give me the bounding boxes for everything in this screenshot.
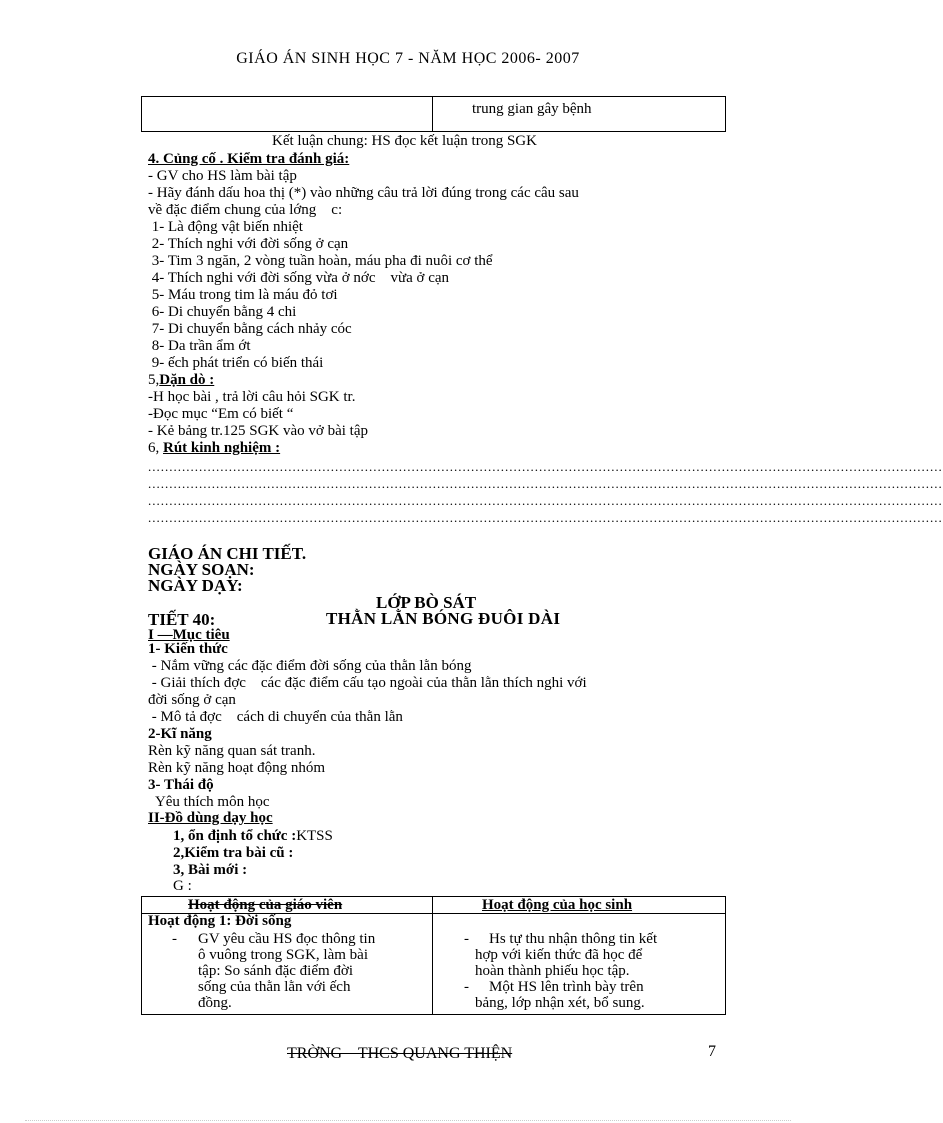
- teacher-line: sống của thằn lằn với ếch: [198, 979, 351, 995]
- lesson-topic: THẰN LẰN BÓNG ĐUÔI DÀI: [326, 609, 561, 628]
- teacher-line: tập: So sánh đặc điểm đời: [198, 963, 353, 979]
- bullet-marker: -: [464, 979, 469, 995]
- page-bottom-border: [25, 1120, 791, 1121]
- section6-heading: [148, 440, 280, 457]
- bullet-marker: -: [172, 931, 177, 947]
- section6-prefix: 6,: [148, 440, 160, 456]
- student-line: hợp với kiến thức đã học để: [475, 947, 643, 963]
- g-line: G :: [173, 878, 192, 894]
- col-header-student: Hoạt động của học sinh: [482, 897, 633, 913]
- knowledge-line: - Giải thích đợc các đặc điểm cấu tạo ngoài của thằn lằn thích nghi với: [148, 675, 587, 691]
- teacher-line: đồng.: [198, 995, 232, 1011]
- attitude-line: Yêu thích môn học: [148, 794, 270, 810]
- lesson-prep-date: NGÀY SOẠN:: [148, 560, 255, 579]
- table-divider: [432, 97, 433, 131]
- dotted-line: ...........................................................................................................................................................................................: [148, 476, 943, 491]
- section6-title: Rút kinh nghiệm :: [163, 440, 281, 456]
- activity-title: Hoạt động 1: Đời sống: [148, 913, 292, 929]
- bullet-marker: -: [464, 931, 469, 947]
- student-line: Một HS lên trình bày trên: [489, 979, 644, 995]
- section4-line: - Hãy đánh dấu hoa thị (*) vào những câu trả lời đúng trong các câu sau: [148, 185, 579, 201]
- student-line: bảng, lớp nhận xét, bổ sung.: [475, 995, 645, 1011]
- section4-item: 1- Là động vật biến nhiệt: [148, 219, 303, 235]
- continued-table: [141, 96, 726, 132]
- dotted-line: ...........................................................................................................................................................................................: [148, 510, 943, 525]
- table-cell-right: trung gian gây bệnh: [472, 101, 592, 117]
- section4-line: về đặc điểm chung của lớng c:: [148, 202, 343, 218]
- section4-item: 7- Di chuyển bằng cách nhảy cóc: [148, 321, 352, 337]
- skills-line: Rèn kỹ năng quan sát tranh.: [148, 743, 316, 759]
- section5-line: -Đọc mục “Em có biết “: [148, 406, 294, 422]
- section5-title: Dặn dò :: [159, 372, 215, 388]
- table-divider: [432, 897, 433, 1014]
- skills-line: Rèn kỹ năng hoạt động nhóm: [148, 760, 326, 776]
- section4-item: 8- Da trần ẩm ớt: [148, 338, 251, 354]
- section4-item: 4- Thích nghi với đời sống vừa ở nớc vừa ở cạn: [148, 270, 450, 286]
- attitude-heading: 3- Thái độ: [148, 777, 214, 793]
- teacher-line: ô vuông trong SGK, làm bài: [198, 947, 368, 963]
- section4-title: 4. Củng cố . Kiểm tra đánh giá:: [148, 151, 350, 167]
- page-number: 7: [708, 1043, 716, 1060]
- objectives-heading: I —Mục tiêu: [148, 627, 230, 643]
- step-new-lesson: 3, Bài mới :: [173, 862, 248, 878]
- section4-item: 3- Tim 3 ngăn, 2 vòng tuần hoàn, máu pha đi nuôi cơ thể: [148, 253, 493, 269]
- section5-line: -H học bài , trả lời câu hỏi SGK tr.: [148, 389, 356, 405]
- step-value: KTSS: [296, 828, 333, 844]
- conclusion-text: Kết luận chung: HS đọc kết luận trong SGK: [272, 133, 537, 149]
- class-title: LỚP BÒ SÁT: [376, 593, 477, 612]
- col-header-teacher: Hoạt động của giáo viên: [188, 897, 343, 913]
- section4-item: 9- ếch phát triển có biến thái: [148, 355, 324, 371]
- section4-line: - GV cho HS làm bài tập: [148, 168, 297, 184]
- dotted-line: ...........................................................................................................................................................................................: [148, 493, 943, 508]
- step-label: 1, ổn định tổ chức :: [173, 828, 297, 844]
- teacher-line: GV yêu cầu HS đọc thông tin: [198, 931, 376, 947]
- knowledge-heading: 1- Kiến thức: [148, 641, 228, 657]
- period-label: TIẾT 40:: [148, 610, 216, 629]
- dotted-line: ...........................................................................................................................................................................................: [148, 459, 943, 474]
- section4-item: 2- Thích nghi với đời sống ở cạn: [148, 236, 349, 252]
- lesson-teach-date: NGÀY DẠY:: [148, 576, 243, 595]
- page-header: GIÁO ÁN SINH HỌC 7 - NĂM HỌC 2006- 2007: [236, 50, 580, 67]
- step-review: 2,Kiểm tra bài cũ :: [173, 845, 294, 861]
- section4-item: 6- Di chuyển bằng 4 chi: [148, 304, 297, 320]
- step-organize: [173, 828, 333, 845]
- footer-school: TRỜNG THCS QUANG THIỆN: [287, 1045, 513, 1062]
- student-line: Hs tự thu nhận thông tin kết: [489, 931, 658, 947]
- knowledge-line: đời sống ở cạn: [148, 692, 236, 708]
- section5-prefix: 5,: [148, 372, 160, 388]
- section5-line: - Kẻ bảng tr.125 SGK vào vở bài tập: [148, 423, 368, 439]
- knowledge-line: - Mô tả đợc cách di chuyển của thằn lằn: [148, 709, 403, 725]
- section5-heading: [148, 372, 214, 389]
- student-line: hoàn thành phiếu học tập.: [475, 963, 630, 979]
- skills-heading: 2-Kĩ năng: [148, 726, 212, 742]
- materials-heading: II-Đồ dùng dạy học: [148, 810, 273, 826]
- knowledge-line: - Nắm vững các đặc điểm đời sống của thằn lằn bóng: [148, 658, 472, 674]
- lesson-title: GIÁO ÁN CHI TIẾT.: [148, 544, 307, 563]
- section4-item: 5- Máu trong tim là máu đỏ tơi: [148, 287, 338, 303]
